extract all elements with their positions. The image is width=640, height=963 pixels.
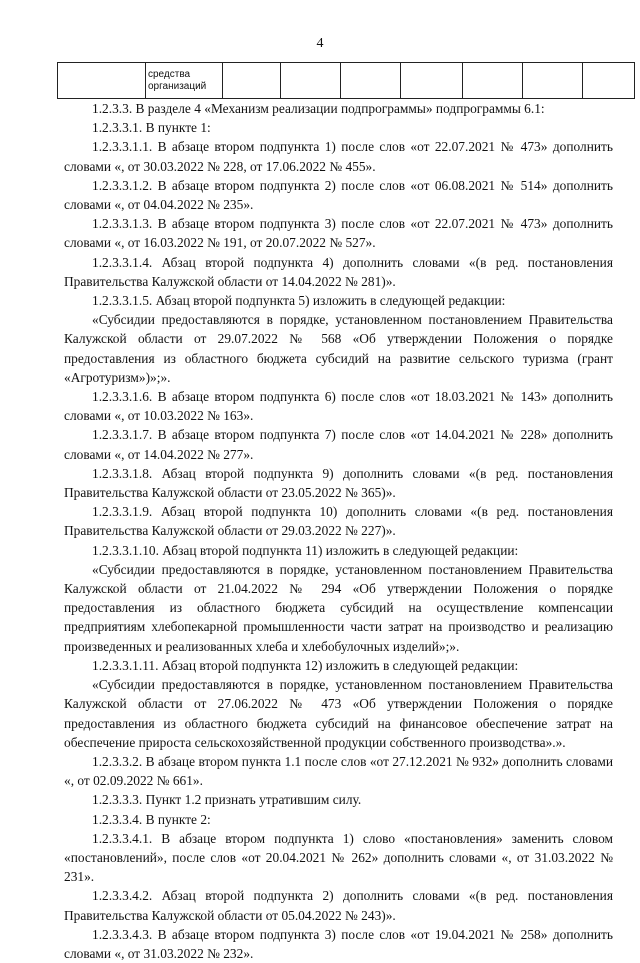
paragraph-quote-bakery: «Субсидии предоставляются в порядке, установленном постановлением Правительства Калужской области от 21.04.2022 № 294 «Об утверждении Положения о порядке предоставления из областного бюджета субсидий на осуществление компенсации предприятиям хлебопекарной промышленности части затрат на производство и реализацию произведенных и реализованных хлеба и хлебобулочных изделий»;». — [64, 561, 613, 654]
paragraph-quote-agrotourism: «Субсидии предоставляются в порядке, установленном постановлением Правительства Калужской области от 29.07.2022 № 568 «Об утверждении Положения о порядке предоставления из областного бюджета субсидий на развитие сельского туризма (грант «Агротуризм»)»;». — [64, 312, 613, 385]
paragraph-1-2-3-3-4-2: 1.2.3.3.4.2. Абзац второй подпункта 2) дополнить словами «(в ред. постановления Правительства Калужской области от 05.04.2022 № 243)». — [64, 888, 613, 923]
paragraph-1-2-3-3-1-7: 1.2.3.3.1.7. В абзаце втором подпункта 7) после слов «от 14.04.2021 № 228» дополнить словами «, от 14.04.2022 № 277». — [64, 427, 613, 462]
paragraph-1-2-3-3-1-4: 1.2.3.3.1.4. Абзац второй подпункта 4) дополнить словами «(в ред. постановления Правительства Калужской области от 14.04.2022 № 281)». — [64, 254, 613, 289]
table-cell — [58, 63, 146, 99]
paragraph-1-2-3-3-1-6: 1.2.3.3.1.6. В абзаце втором подпункта 6) после слов «от 18.03.2021 № 143» дополнить словами «, от 10.03.2022 № 163». — [64, 389, 613, 424]
table-cell — [401, 63, 463, 99]
paragraph-1-2-3-3-4: 1.2.3.3.4. В пункте 2: — [92, 811, 211, 827]
paragraph-1-2-3-3-1: 1.2.3.3.1. В пункте 1: — [92, 120, 211, 136]
table-cell-funding-source: средства организаций — [146, 63, 223, 99]
table-cell — [463, 63, 523, 99]
table-cell — [583, 63, 635, 99]
paragraph-1-2-3-3: 1.2.3.3. В разделе 4 «Механизм реализации подпрограммы» подпрограммы 6.1: — [92, 101, 545, 116]
paragraph-1-2-3-3-4-1: 1.2.3.3.4.1. В абзаце втором подпункта 1) слово «постановления» заменить словом «постановлений», после слов «от 20.04.2021 № 262» дополнить словами «, от 31.03.2022 № 231». — [64, 830, 613, 885]
paragraph-1-2-3-3-2: 1.2.3.3.2. В абзаце втором пункта 1.1 после слов «от 27.12.2021 № 932» дополнить словами «, от 02.09.2022 № 661». — [64, 753, 613, 789]
table-cell — [341, 63, 401, 99]
paragraph-1-2-3-3-1-11: 1.2.3.3.1.11. Абзац второй подпункта 12) изложить в следующей редакции: — [92, 657, 519, 673]
table-fragment — [57, 62, 635, 99]
page-number: 4 — [316, 36, 324, 51]
paragraph-1-2-3-3-1-1: 1.2.3.3.1.1. В абзаце втором подпункта 1) после слов «от 22.07.2021 № 473» дополнить словами «, от 30.03.2022 № 228, от 17.06.2022 № 455». — [64, 139, 613, 174]
paragraph-1-2-3-3-3: 1.2.3.3.3. Пункт 1.2 признать утратившим силу. — [92, 792, 362, 808]
paragraph-1-2-3-3-1-5: 1.2.3.3.1.5. Абзац второй подпункта 5) изложить в следующей редакции: — [92, 293, 506, 309]
paragraph-1-2-3-3-4-3: 1.2.3.3.4.3. В абзаце втором подпункта 3) после слов «от 19.04.2021 № 258» дополнить словами «, от 31.03.2022 № 232». — [64, 926, 613, 961]
table-cell — [281, 63, 341, 99]
paragraph-1-2-3-3-1-9: 1.2.3.3.1.9. Абзац второй подпункта 10) дополнить словами «(в ред. постановления Правительства Калужской области от 29.03.2022 № 227)». — [64, 504, 613, 539]
paragraph-1-2-3-3-1-10: 1.2.3.3.1.10. Абзац второй подпункта 11) изложить в следующей редакции: — [92, 542, 519, 558]
table-cell — [523, 63, 583, 99]
table-cell — [223, 63, 281, 99]
paragraph-quote-agri-growth: «Субсидии предоставляются в порядке, установленном постановлением Правительства Калужской области от 27.06.2022 № 473 «Об утверждении Положения о порядке предоставления из областного бюджета субсидий на финансовое обеспечение затрат на обеспечение прироста сельскохозяйственной продукции собственного производства».». — [64, 677, 613, 750]
paragraph-1-2-3-3-1-2: 1.2.3.3.1.2. В абзаце втором подпункта 2) после слов «от 06.08.2021 № 514» дополнить словами «, от 04.04.2022 № 235». — [64, 177, 613, 213]
document-body — [64, 99, 613, 963]
paragraph-1-2-3-3-1-3: 1.2.3.3.1.3. В абзаце втором подпункта 3) после слов «от 22.07.2021 № 473» дополнить словами «, от 16.03.2022 № 191, от 20.07.2022 № 527». — [64, 216, 613, 251]
paragraph-1-2-3-3-1-8: 1.2.3.3.1.8. Абзац второй подпункта 9) дополнить словами «(в ред. постановления Правительства Калужской области от 23.05.2022 № 365)». — [64, 465, 613, 501]
table-row — [58, 63, 635, 99]
